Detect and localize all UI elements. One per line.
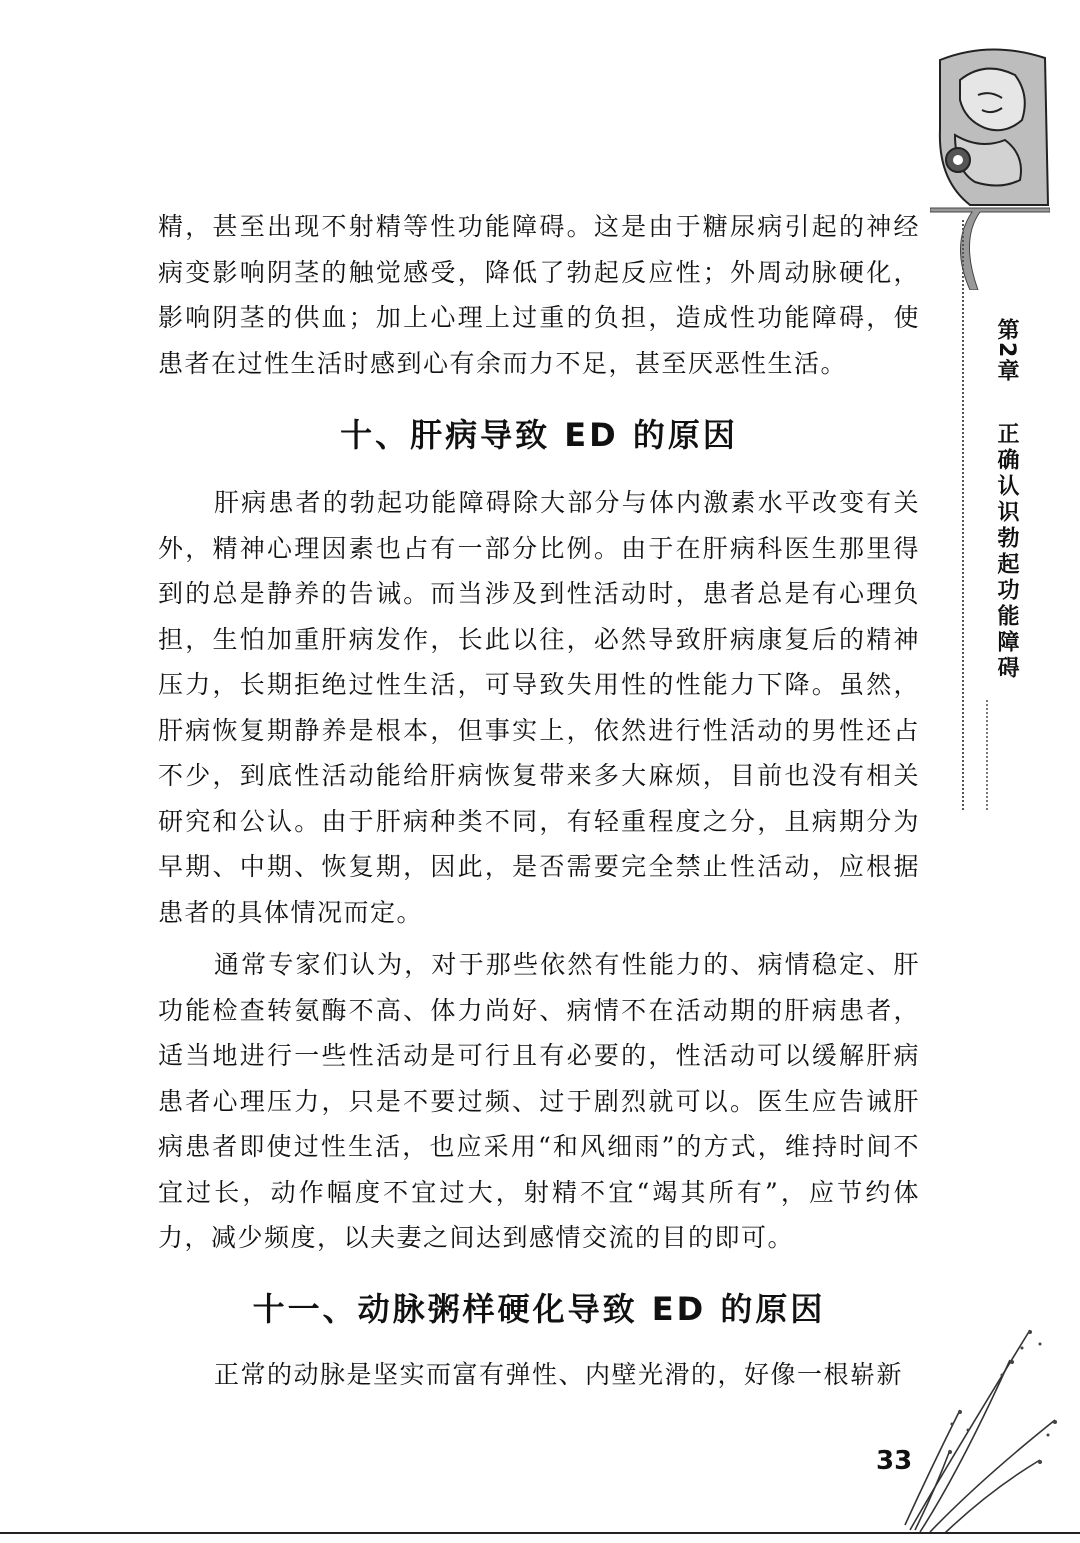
page-bottom-edge — [0, 1532, 1080, 1534]
chapter-corner-illustration — [930, 40, 1050, 290]
section-heading-10: 十、肝病导致 ED 的原因 — [340, 416, 738, 454]
paragraph-expert-opinion: 通常专家们认为，对于那些依然有性能力的、病情稳定、肝功能检查转氨酶不高、体力尚好、病情不在活动期的肝病患者，适当地进行一些性活动是可行且有必要的，性活动可以缓解肝病患者心理压力，只是不要过频、过于剧烈就可以。医生应告诫肝病患者即使过性生活，也应采用“和风细雨”的方式，维持时间不宜过长，动作幅度不宜过大，射精不宜“竭其所有”，应节约体力，减少频度，以夫妻之间达到感情交流的目的即可。 — [158, 950, 920, 1252]
page-number: 33 — [876, 1446, 913, 1476]
section-heading-11: 十一、动脉粥样硬化导致 ED 的原因 — [252, 1290, 826, 1328]
sidebar-divider — [962, 220, 964, 810]
paragraph-arteries: 正常的动脉是坚实而富有弹性、内壁光滑的，好像一根崭新 — [214, 1360, 904, 1389]
sidebar-divider-lower — [986, 700, 988, 810]
chapter-title: 正确认识勃起功能障碍 — [994, 422, 1019, 682]
decorative-grass-icon — [890, 1320, 1070, 1535]
paragraph-continued: 精，甚至出现不射精等性功能障碍。这是由于糖尿病引起的神经病变影响阴茎的触觉感受，降低了勃起反应性；外周动脉硬化，影响阴茎的供血；加上心理上过重的负担，造成性功能障碍，使患者在过性生活时感到心有余而力不足，甚至厌恶性生活。 — [158, 212, 920, 378]
paragraph-liver-disease: 肝病患者的勃起功能障碍除大部分与体内激素水平改变有关外，精神心理因素也占有一部分比例。由于在肝病科医生那里得到的总是静养的告诫。而当涉及到性活动时，患者总是有心理负担，生怕加重肝病发作，长此以往，必然导致肝病康复后的精神压力，长期拒绝过性生活，可导致失用性的性能力下降。虽然，肝病恢复期静养是根本，但事实上，依然进行性活动的男性还占不少，到底性活动能给肝病恢复带来多大麻烦，目前也没有相关研究和公认。由于肝病种类不同，有轻重程度之分，且病期分为早期、中期、恢复期，因此，是否需要完全禁止性活动，应根据患者的具体情况而定。 — [158, 488, 920, 927]
chapter-number: 第2章 — [994, 318, 1019, 384]
